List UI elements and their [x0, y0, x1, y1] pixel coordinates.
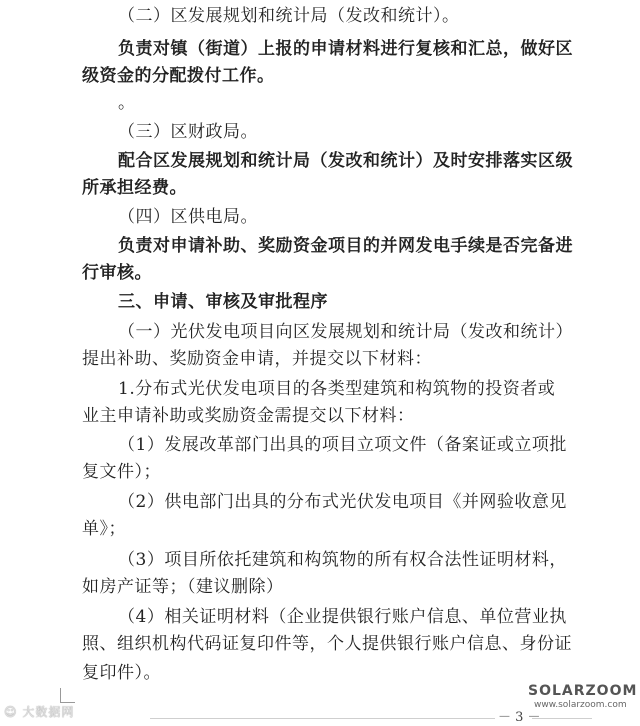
text-line: 配合区发展规划和统计局（发改和统计）及时安排落实区级	[118, 151, 573, 171]
text-line: 级资金的分配拨付工作。	[82, 66, 275, 86]
page-number: － 3 －	[498, 710, 541, 725]
text-line: 复印件）。	[82, 663, 161, 683]
text-line: （1）发展改革部门出具的项目立项文件（备案证或立项批	[118, 435, 567, 455]
corner-crop-mark	[60, 688, 75, 703]
text-line: （3）项目所依托建筑和构筑物的所有权合法性证明材料，	[118, 550, 567, 570]
text-line: 单》；	[82, 519, 126, 539]
text-line: （四）区供电局。	[118, 207, 258, 227]
text-line: 复文件）；	[82, 462, 161, 482]
text-line: （二）区发展规划和统计局（发改和统计）。	[118, 6, 460, 26]
section-heading: 三、申请、审核及审批程序	[118, 292, 328, 312]
brand-name: SOLARZOOM	[528, 683, 638, 699]
text-line: 。	[118, 93, 136, 113]
text-line: （2）供电部门出具的分布式光伏发电项目《并网验收意见	[118, 492, 567, 512]
text-line: 所承担经费。	[82, 178, 187, 198]
weibo-icon: ☺	[4, 705, 18, 719]
footer-rule-right	[532, 718, 592, 719]
text-line: （三）区财政局。	[118, 122, 258, 142]
weibo-watermark	[4, 703, 74, 720]
text-line: （一）光伏发电项目向区发展规划和统计局（发改和统计）	[118, 322, 573, 342]
watermark-text: 大数据网	[22, 705, 75, 719]
text-line: 行审核。	[82, 263, 152, 283]
brand-url: www.solarzoom.com	[534, 700, 627, 710]
text-line: 负责对申请补助、奖励资金项目的并网发电手续是否完备进	[118, 236, 573, 256]
text-line: （4）相关证明材料（企业提供银行账户信息、单位营业执	[118, 607, 567, 627]
text-line: 提出补助、奖励资金申请，并提交以下材料：	[82, 349, 432, 369]
text-line: 如房产证等；（建议删除）	[82, 577, 284, 597]
footer-rule-left	[150, 718, 495, 719]
text-line: 1.分布式光伏发电项目的各类型建筑和构筑物的投资者或	[118, 379, 556, 399]
text-line: 业主申请补助或奖励资金需提交以下材料：	[82, 406, 415, 426]
text-line: 负责对镇（街道）上报的申请材料进行复核和汇总，做好区	[118, 39, 573, 59]
text-line: 照、组织机构代码证复印件等，个人提供银行账户信息、身份证	[82, 634, 572, 654]
brand-logo	[528, 683, 636, 713]
